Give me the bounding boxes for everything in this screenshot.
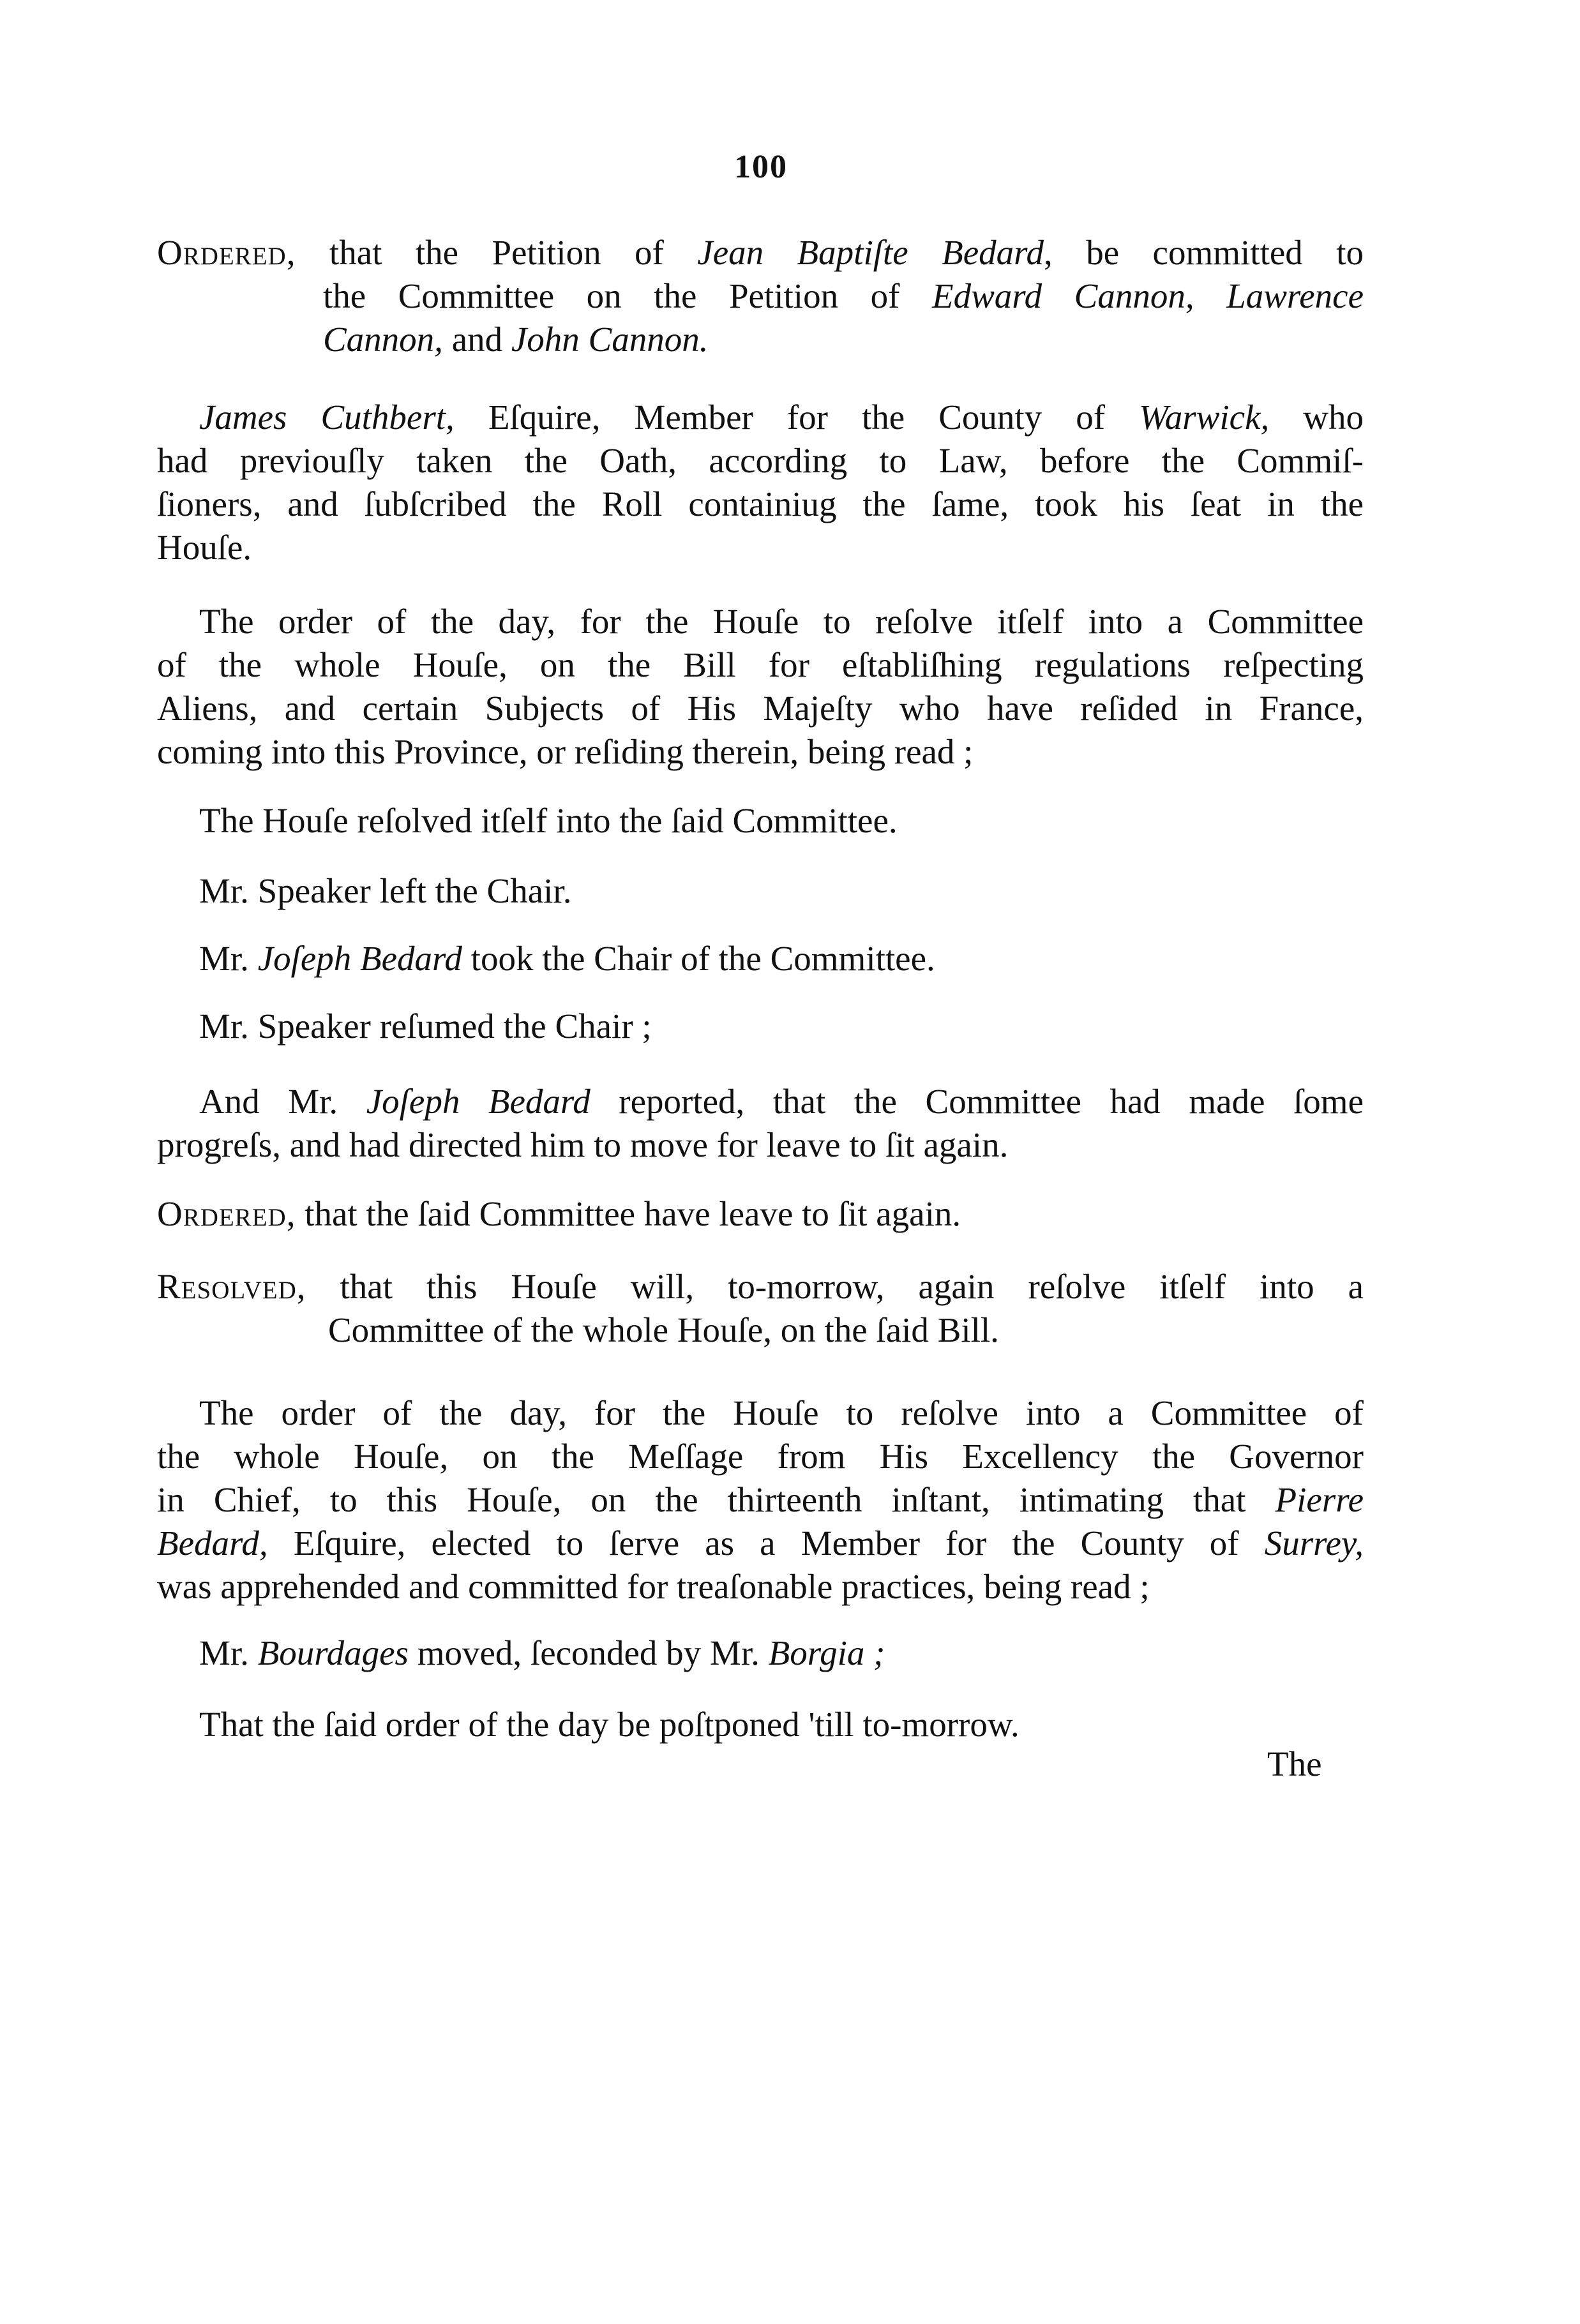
- text-line: progreſs, and had directed him to move for leave to ſit again.: [157, 1125, 1009, 1164]
- paragraph-cuthbert: [157, 396, 1364, 569]
- text-line: James Cuthbert, Eſquire, Member for the County of Warwick, who: [199, 398, 1364, 437]
- text-line: Ordered, that the Petition of Jean Baptiſte Bedard, be committed to: [157, 233, 1364, 272]
- text-line: Resolved, that this Houſe will, to-morrow, again reſolve itſelf into a: [157, 1267, 1364, 1306]
- text-line: Cannon, and John Cannon.: [323, 320, 709, 359]
- text-line: Mr. Bourdages moved, ſeconded by Mr. Borgia ;: [199, 1633, 885, 1672]
- paragraph-postponed: [157, 1703, 1364, 1746]
- text-line: Houſe.: [157, 528, 252, 567]
- text-line: of the whole Houſe, on the Bill for eſtabliſhing regulations reſpecting: [157, 645, 1364, 684]
- text-line: The Houſe reſolved itſelf into the ſaid Committee.: [199, 801, 898, 840]
- text-line: Committee of the whole Houſe, on the ſaid Bill.: [328, 1310, 999, 1349]
- text-line: The order of the day, for the Houſe to reſolve itſelf into a Committee: [199, 602, 1364, 641]
- paragraph-speaker-resumed: [157, 1005, 1364, 1048]
- paragraph-order-aliens-bill: [157, 600, 1364, 774]
- text-line: coming into this Province, or reſiding therein, being read ;: [157, 732, 974, 771]
- text-line: Mr. Speaker left the Chair.: [199, 871, 572, 910]
- text-line: had previouſly taken the Oath, according to Law, before the Commiſ-: [157, 441, 1364, 480]
- text-line: was apprehended and committed for treaſonable practices, being read ;: [157, 1567, 1150, 1606]
- paragraph-speaker-left: [157, 869, 1364, 913]
- paragraph-chair-committee: [157, 937, 1364, 980]
- paragraph-moved-seconded: [157, 1631, 1364, 1675]
- text-line: Aliens, and certain Subjects of His Majeſty who have reſided in France,: [157, 689, 1364, 728]
- paragraph-order-message: [157, 1391, 1364, 1608]
- text-line: The order of the day, for the Houſe to reſolve into a Committee of: [199, 1393, 1364, 1432]
- paragraph-resolved: [157, 1265, 1364, 1352]
- text-line: Ordered, that the ſaid Committee have leave to ſit again.: [157, 1194, 961, 1233]
- paragraph-house-resolved: [157, 799, 1364, 843]
- paragraph-reported-progress: [157, 1080, 1364, 1167]
- text-line: ſioners, and ſubſcribed the Roll containiug the ſame, took his ſeat in the: [157, 484, 1364, 523]
- paragraph-ordered-petition: [157, 231, 1364, 361]
- page-number: 100: [734, 149, 788, 185]
- text-line: the whole Houſe, on the Meſſage from His Excellency the Governor: [157, 1437, 1364, 1476]
- paragraph-ordered-leave: [157, 1192, 1364, 1236]
- text-line: That the ſaid order of the day be poſtponed 'till to-morrow.: [199, 1705, 1019, 1744]
- text-line: the Committee on the Petition of Edward Cannon, Lawrence: [323, 276, 1364, 315]
- text-line: And Mr. Joſeph Bedard reported, that the Committee had made ſome: [199, 1082, 1364, 1121]
- text-line: in Chief, to this Houſe, on the thirteenth inſtant, intimating that Pierre: [157, 1480, 1364, 1519]
- text-line: Mr. Joſeph Bedard took the Chair of the Committee.: [199, 939, 935, 978]
- text-line: Mr. Speaker reſumed the Chair ;: [199, 1007, 652, 1046]
- catchword: The: [1267, 1744, 1322, 1783]
- text-line: Bedard, Eſquire, elected to ſerve as a Member for the County of Surrey,: [157, 1524, 1364, 1563]
